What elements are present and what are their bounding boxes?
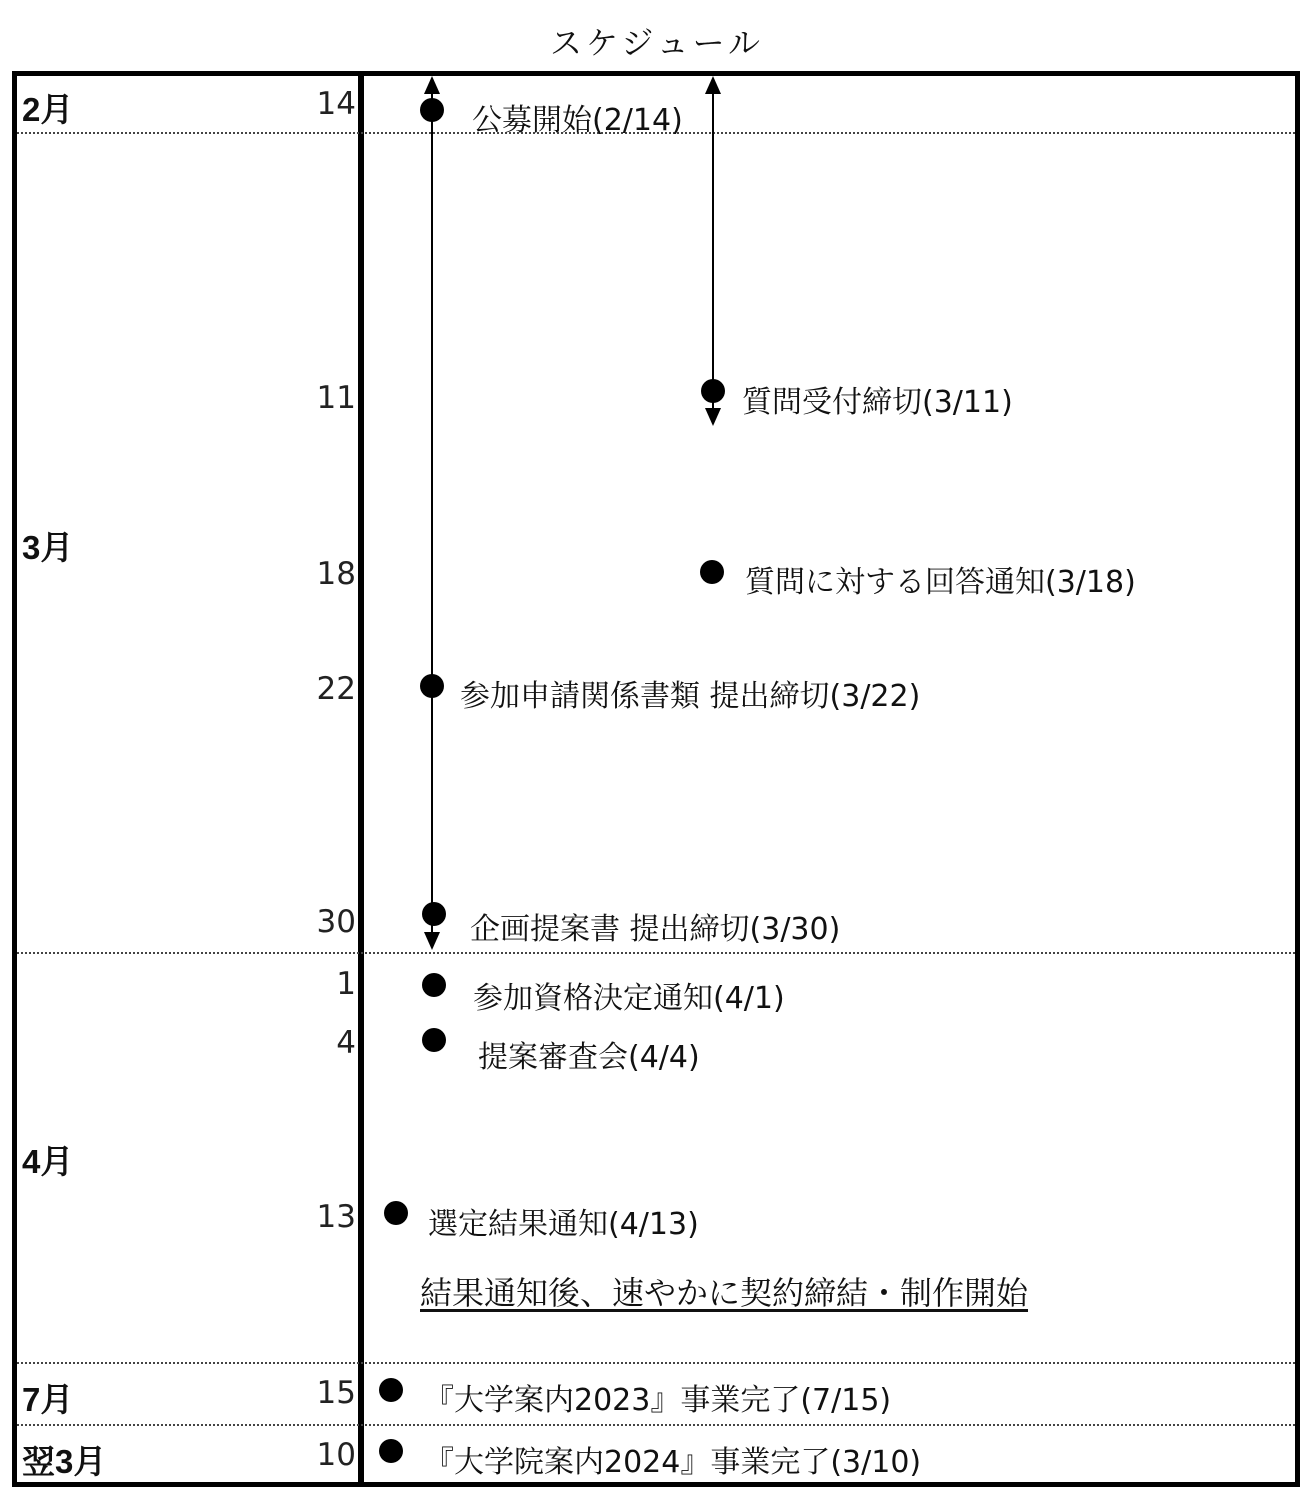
day-label: 22 (316, 671, 356, 707)
month-label-apr: 4月 (22, 1143, 74, 1180)
event-dot (422, 973, 446, 997)
contract-note: 結果通知後、速やかに契約締結・制作開始 (420, 1274, 1029, 1312)
event-dot (379, 1439, 403, 1463)
event-label: 提案審査会(4/4) (478, 1040, 700, 1075)
event-label: 選定結果通知(4/13) (428, 1207, 699, 1242)
arrow-up-icon (705, 76, 721, 94)
event-dot (420, 98, 444, 122)
day-label: 11 (316, 380, 356, 416)
event-label: 企画提案書 提出締切(3/30) (470, 912, 841, 947)
event-dot (422, 1028, 446, 1052)
day-label: 15 (316, 1375, 356, 1411)
event-dot (420, 674, 444, 698)
event-label: 『大学案内2023』事業完了(7/15) (424, 1383, 892, 1418)
event-dot (700, 560, 724, 584)
arrow-down-icon (705, 408, 721, 426)
event-label: 参加資格決定通知(4/1) (473, 981, 785, 1016)
day-label: 30 (316, 904, 356, 940)
event-dot (379, 1378, 403, 1402)
event-dot (701, 379, 725, 403)
event-label: 公募開始(2/14) (472, 103, 683, 138)
month-label-feb: 2月 (22, 91, 74, 128)
day-label: 18 (316, 556, 356, 592)
event-label: 質問受付締切(3/11) (742, 385, 1013, 420)
arrow-down-icon (424, 932, 440, 950)
event-dot (384, 1201, 408, 1225)
event-label: 参加申請関係書類 提出締切(3/22) (460, 679, 921, 714)
event-label: 『大学院案内2024』事業完了(3/10) (424, 1445, 922, 1480)
month-label-jul: 7月 (22, 1381, 74, 1418)
page-title: スケジュール (549, 24, 765, 62)
day-label: 4 (336, 1025, 356, 1061)
day-label: 14 (316, 86, 356, 122)
day-label: 10 (316, 1437, 356, 1473)
month-label-next-mar: 翌3月 (22, 1443, 107, 1480)
day-label: 13 (316, 1199, 356, 1235)
event-label: 質問に対する回答通知(3/18) (745, 565, 1136, 600)
day-label: 1 (336, 966, 356, 1002)
arrow-up-icon (424, 76, 440, 94)
month-label-mar: 3月 (22, 529, 74, 566)
event-dot (422, 902, 446, 926)
